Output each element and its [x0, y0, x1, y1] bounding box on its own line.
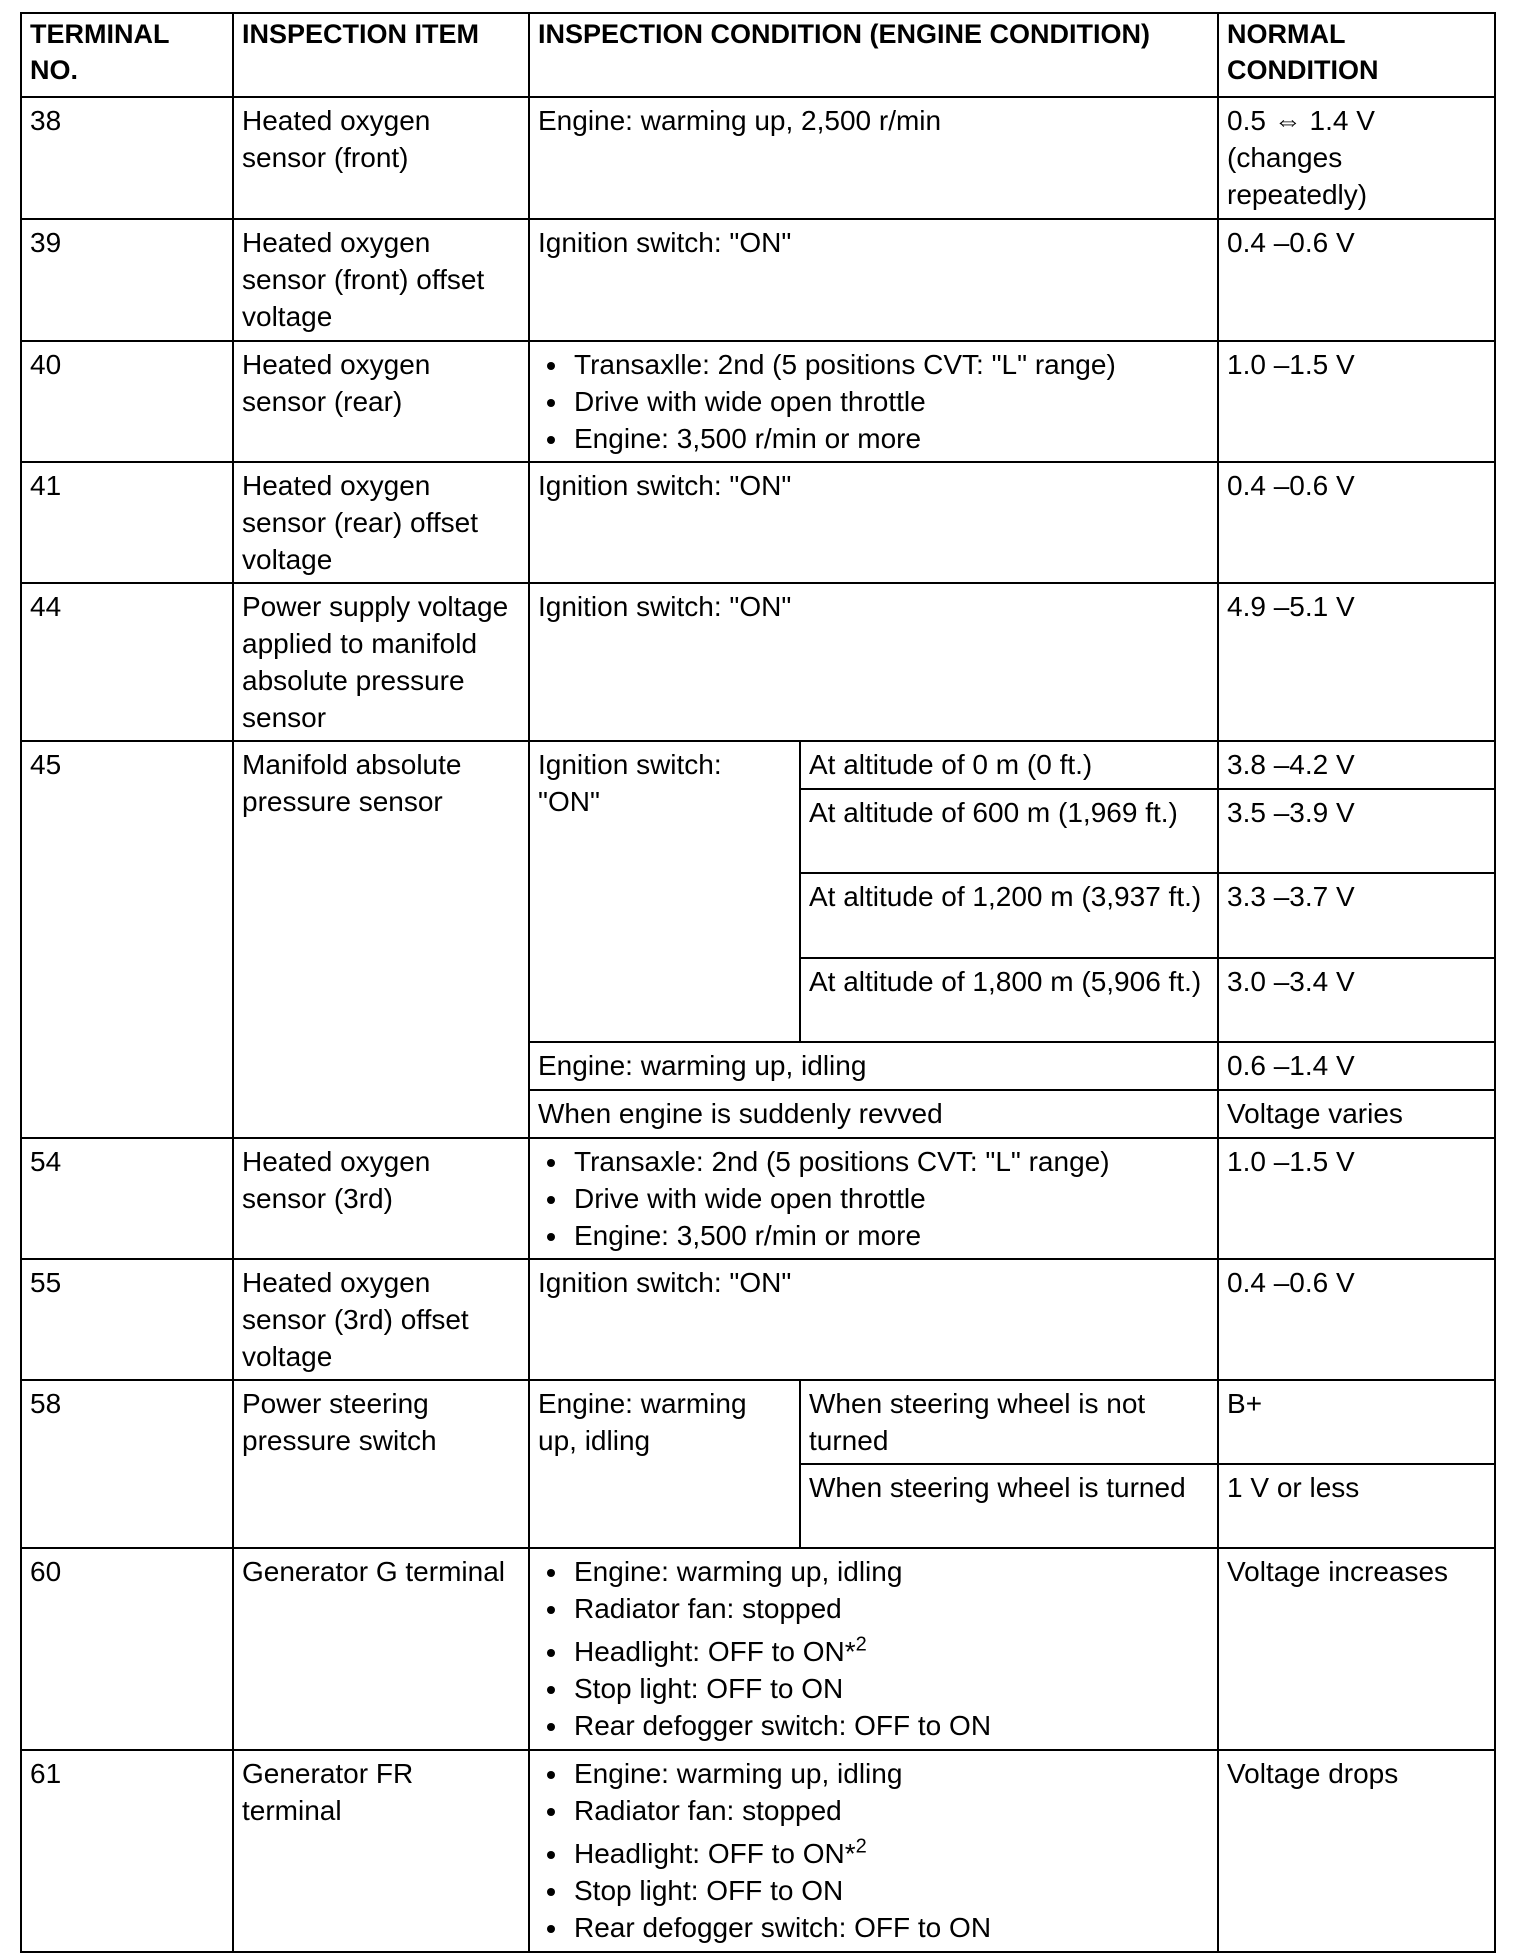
- condition-list: [538, 1553, 1209, 1744]
- terminal-no: 58: [21, 1380, 233, 1548]
- inspection-condition: Engine: warming up, idling: [529, 1042, 1218, 1090]
- terminal-no: 41: [21, 462, 233, 583]
- list-item: • Stop light: OFF to ON: [570, 1670, 1209, 1707]
- inspection-item: Heated oxygen sensor (rear): [233, 341, 529, 462]
- inspection-item: Power steering pressure switch: [233, 1380, 529, 1548]
- header-terminal-no: TERMINAL NO.: [21, 13, 233, 97]
- footnote-marker: 2: [855, 1633, 867, 1656]
- normal-condition: 0.5 ⇔ 1.4 V (changes repeatedly): [1218, 97, 1495, 219]
- normal-condition: Voltage increases: [1218, 1548, 1495, 1750]
- table-row: [21, 1259, 1495, 1380]
- inspection-item: Heated oxygen sensor (3rd) offset voltage: [233, 1259, 529, 1380]
- inspection-condition: [529, 1548, 1218, 1750]
- condition-list: [538, 1755, 1209, 1946]
- sub-condition: At altitude of 1,200 m (3,937 ft.): [800, 873, 1218, 958]
- terminal-no: 61: [21, 1750, 233, 1952]
- inspection-condition: Engine: warming up, 2,500 r/min: [529, 97, 1218, 219]
- table-row: [21, 1548, 1495, 1750]
- inspection-item: Generator G terminal: [233, 1548, 529, 1750]
- list-item: • Engine: 3,500 r/min or more: [570, 1217, 1209, 1254]
- inspection-condition: [529, 341, 1218, 462]
- normal-condition: 1.0 –1.5 V: [1218, 341, 1495, 462]
- list-item: • Drive with wide open throttle: [570, 1180, 1209, 1217]
- terminal-no: 40: [21, 341, 233, 462]
- terminal-no: 39: [21, 219, 233, 341]
- table-row: [21, 741, 1495, 789]
- sub-condition: At altitude of 0 m (0 ft.): [800, 741, 1218, 789]
- normal-condition: 1.0 –1.5 V: [1218, 1138, 1495, 1259]
- list-item: • Engine: 3,500 r/min or more: [570, 420, 1209, 457]
- list-item: • Engine: warming up, idling: [570, 1755, 1209, 1792]
- list-item: • Rear defogger switch: OFF to ON: [570, 1909, 1209, 1946]
- list-item: • Stop light: OFF to ON: [570, 1872, 1209, 1909]
- sub-condition: At altitude of 1,800 m (5,906 ft.): [800, 958, 1218, 1042]
- inspection-item: Heated oxygen sensor (rear) offset voltage: [233, 462, 529, 583]
- inspection-condition: When engine is suddenly revved: [529, 1090, 1218, 1138]
- normal-condition: 3.0 –3.4 V: [1218, 958, 1495, 1042]
- inspection-condition: Ignition switch: "ON": [529, 583, 1218, 741]
- normal-condition: 1 V or less: [1218, 1464, 1495, 1548]
- inspection-condition: Ignition switch: "ON": [529, 219, 1218, 341]
- inspection-item: Heated oxygen sensor (front) offset voltage: [233, 219, 529, 341]
- inspection-item: Heated oxygen sensor (3rd): [233, 1138, 529, 1259]
- list-item: • Transaxlle: 2nd (5 positions CVT: "L" range): [570, 346, 1209, 383]
- table-row: [21, 462, 1495, 583]
- header-inspection-item: INSPECTION ITEM: [233, 13, 529, 97]
- table-row: [21, 583, 1495, 741]
- terminal-no: 54: [21, 1138, 233, 1259]
- list-item: • Rear defogger switch: OFF to ON: [570, 1707, 1209, 1744]
- inspection-item: Power supply voltage applied to manifold absolute pressure sensor: [233, 583, 529, 741]
- inspection-item: Generator FR terminal: [233, 1750, 529, 1952]
- condition-list: [538, 346, 1209, 457]
- table-row: [21, 97, 1495, 219]
- normal-condition: 4.9 –5.1 V: [1218, 583, 1495, 741]
- list-item: [570, 1829, 1209, 1872]
- normal-condition: B+: [1218, 1380, 1495, 1464]
- header-inspection-condition: INSPECTION CONDITION (ENGINE CONDITION): [529, 13, 1218, 97]
- normal-condition: Voltage drops: [1218, 1750, 1495, 1952]
- terminal-no: 44: [21, 583, 233, 741]
- terminal-no: 38: [21, 97, 233, 219]
- normal-condition: 0.4 –0.6 V: [1218, 219, 1495, 341]
- table-row: [21, 1380, 1495, 1464]
- normal-condition: 3.5 –3.9 V: [1218, 789, 1495, 873]
- inspection-condition: Ignition switch: "ON": [529, 741, 800, 1042]
- table-row: [21, 219, 1495, 341]
- normal-condition: 3.3 –3.7 V: [1218, 873, 1495, 958]
- terminal-no: 45: [21, 741, 233, 1138]
- list-item: • Radiator fan: stopped: [570, 1590, 1209, 1627]
- footnote-marker: 2: [855, 1835, 867, 1858]
- inspection-condition: Engine: warming up, idling: [529, 1380, 800, 1548]
- header-row: [21, 13, 1495, 97]
- inspection-item: Heated oxygen sensor (front): [233, 97, 529, 219]
- normal-condition: 0.4 –0.6 V: [1218, 462, 1495, 583]
- normal-condition: 0.6 –1.4 V: [1218, 1042, 1495, 1090]
- bullet-text: Headlight: OFF to ON*: [574, 1838, 856, 1869]
- list-item: • Transaxle: 2nd (5 positions CVT: "L" range): [570, 1143, 1209, 1180]
- sub-condition: At altitude of 600 m (1,969 ft.): [800, 789, 1218, 873]
- list-item: • Drive with wide open throttle: [570, 383, 1209, 420]
- terminal-no: 55: [21, 1259, 233, 1380]
- condition-list: [538, 1143, 1209, 1254]
- inspection-item: Manifold absolute pressure sensor: [233, 741, 529, 1138]
- inspection-condition: Ignition switch: "ON": [529, 462, 1218, 583]
- inspection-condition: [529, 1138, 1218, 1259]
- header-normal-condition: NORMAL CONDITION: [1218, 13, 1495, 97]
- list-item: • Radiator fan: stopped: [570, 1792, 1209, 1829]
- inspection-table: [20, 12, 1496, 1953]
- table-row: [21, 341, 1495, 462]
- normal-condition: 0.4 –0.6 V: [1218, 1259, 1495, 1380]
- bullet-text: Headlight: OFF to ON*: [574, 1636, 856, 1667]
- table-row: [21, 1138, 1495, 1259]
- list-item: [570, 1627, 1209, 1670]
- sub-condition: When steering wheel is turned: [800, 1464, 1218, 1548]
- normal-condition: Voltage varies: [1218, 1090, 1495, 1138]
- inspection-condition: [529, 1750, 1218, 1952]
- terminal-no: 60: [21, 1548, 233, 1750]
- list-item: • Engine: warming up, idling: [570, 1553, 1209, 1590]
- normal-condition: 3.8 –4.2 V: [1218, 741, 1495, 789]
- inspection-condition: Ignition switch: "ON": [529, 1259, 1218, 1380]
- table-row: [21, 1750, 1495, 1952]
- sub-condition: When steering wheel is not turned: [800, 1380, 1218, 1464]
